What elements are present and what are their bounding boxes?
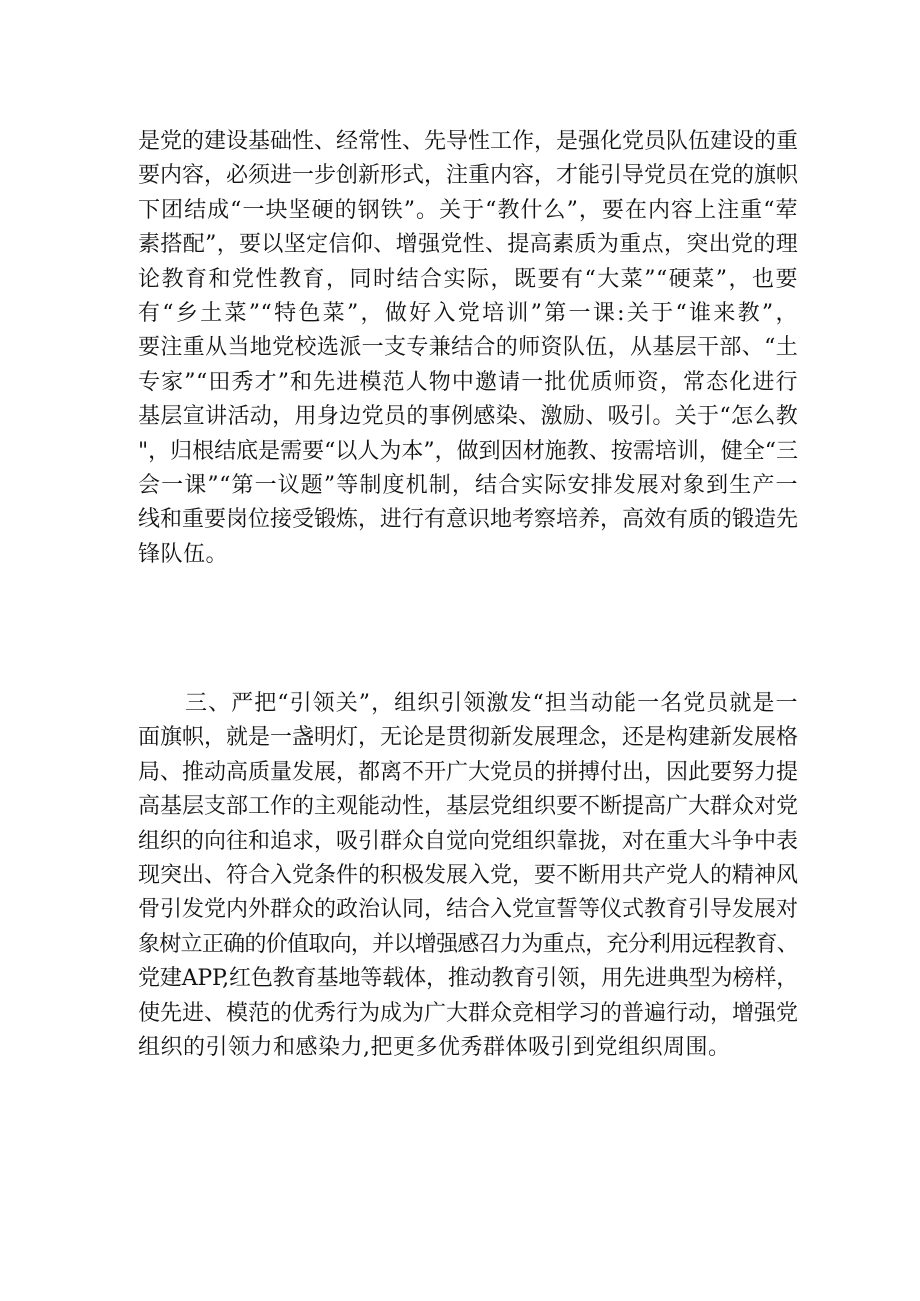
text-line: 素搭配”，要以坚定信仰、增强党性、提高素质为重点，突出党的理	[138, 232, 798, 258]
text-line: 党建APP,红色教育基地等载体，推动教育引领，用先进典型为榜样，	[138, 966, 798, 992]
text-line: 论教育和党性教育，同时结合实际，既要有“大菜”“硬菜”，也要	[138, 266, 798, 292]
text-line: 骨引发党内外群众的政治认同，结合入党宣誓等仪式教育引导发展对	[138, 897, 799, 923]
text-line: 有“乡土菜”“特色菜”，做好入党培训”第一课:关于“谁来教”，	[138, 300, 798, 326]
text-line: 锋队伍。	[138, 541, 229, 567]
text-line: 使先进、模范的优秀行为成为广大群众竞相学习的普遍行动，增强党	[138, 1000, 799, 1026]
text-line: 组织的向往和追求，吸引群众自觉向党组织靠拢，对在重大斗争中表	[138, 828, 799, 854]
text-line: 专家”“田秀才”和先进模范人物中邀请一批优质师资，常态化进行	[138, 369, 798, 395]
text-line: 要注重从当地党校选派一支专兼结合的师资队伍，从基层干部、“土	[138, 335, 798, 361]
text-line: 现突出、符合入党条件的积极发展入党，要不断用共产党人的精神风	[138, 862, 799, 888]
text-line: 下团结成“一块坚硬的钢铁”。关于“教什么”，要在内容上注重“荤	[138, 197, 798, 223]
text-line: 线和重要岗位接受锻炼，进行有意识地考察培养，高效有质的锻造先	[138, 507, 799, 533]
text-line: 基层宣讲活动，用身边党员的事例感染、激励、吸引。关于“怎么教	[138, 404, 798, 430]
paragraph-1	[138, 125, 798, 572]
text-line: 高基层支部工作的主观能动性，基层党组织要不断提高广大群众对党	[138, 794, 799, 820]
text-line: 是党的建设基础性、经常性、先导性工作，是强化党员队伍建设的重	[138, 129, 799, 154]
text-line: 面旗帜，就是一盏明灯，无论是贯彻新发展理念，还是构建新发展格	[138, 725, 799, 751]
text-line: 要内容，必须进一步创新形式，注重内容，才能引导党员在党的旗帜	[138, 163, 799, 189]
text-line: 象树立正确的价值取向，并以增强感召力为重点，充分利用远程教育、	[138, 931, 798, 957]
text-line: 组织的引领力和感染力,把更多优秀群体吸引到党组织周围。	[138, 1034, 731, 1060]
text-line: 三、严把“引领关”，组织引领激发“担当动能一名党员就是一	[185, 691, 798, 716]
paragraph-2	[138, 687, 798, 1065]
text-line: 会一课”“第一议题”等制度机制，结合实际安排发展对象到生产一	[138, 472, 798, 498]
text-line: "，归根结底是需要“以人为本”，做到因材施教、按需培训，健全“三	[138, 438, 798, 464]
text-line: 局、推动高质量发展，都离不开广大党员的拼搏付出，因此要努力提	[138, 759, 799, 785]
